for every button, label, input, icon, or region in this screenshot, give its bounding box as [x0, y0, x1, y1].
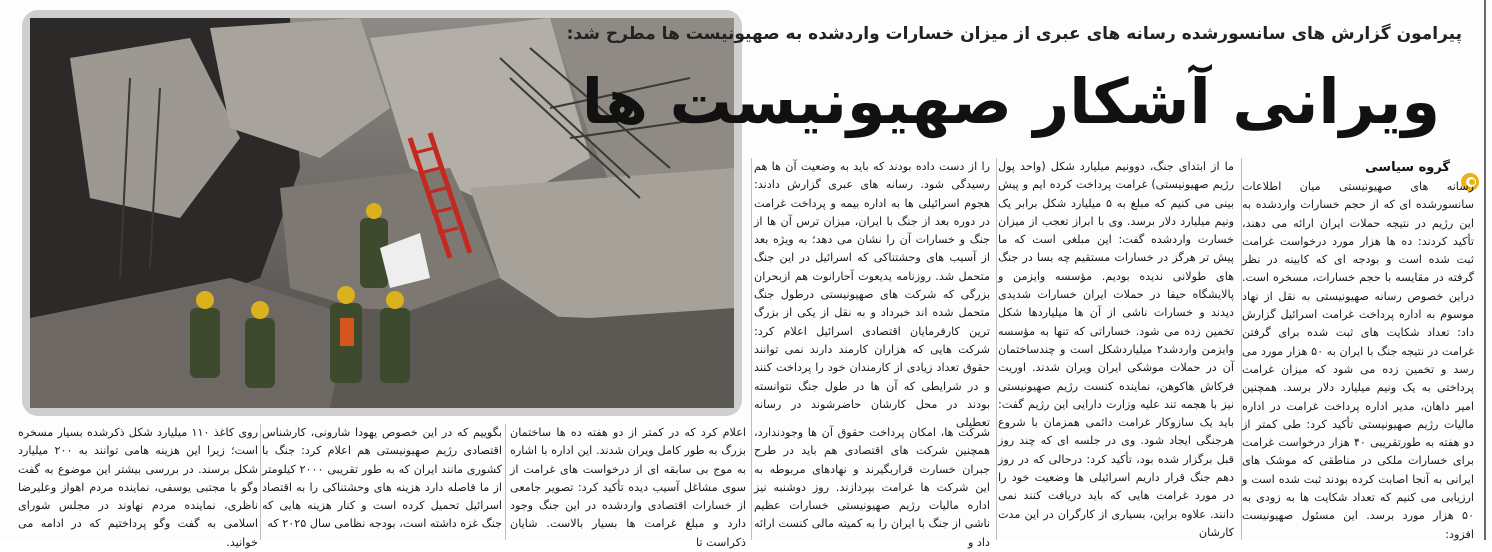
- article-column-6: [262, 424, 502, 540]
- column-rule: [260, 424, 261, 540]
- article-column-2: [998, 158, 1234, 540]
- article-column-4: [754, 424, 990, 549]
- article-kicker: پیرامون گزارش های سانسورشده رسانه های عبری از میزان خسارات واردشده به صهیونیست ها مطرح شد:: [566, 24, 1462, 44]
- column-1-text: رسانه های صهیونیستی میان اطلاعات سانسورشده ای که از حجم خسارات واردشده به این رژیم در نتیجه حملات ایران ارائه می دهند، تأکید کردند: ده ها هزار مورد درخواست غرامت ثبت شده است و بودجه ای که کابینه در نظر گرفته در مقایسه با حجم خسارات، مسخره است. دراین خصوص رسانه صهیونیستی به نقل از نهاد موسوم به اداره پرداخت غرامت اسرائیل گزارش داد: تعداد شکایت های ثبت شده برای گرفتن غرامت در نتیجه جنگ با ایران به ۵۰ هزار مورد می رسد و تخمین زده می شود که میزان غرامت پرداختی به یک ونیم میلیارد دلار برسد. همچنین امیر داهان، مدیر اداره پرداخت غرامت در اداره مالیات رژیم صهیونیستی تأکید کرد: طی کمتر از دو هفته به طورتقریبی ۴۰ هزار درخواست غرامت برای خسارات ملکی در مناطقی که موشک های ایرانی به آنجا اصابت کرده بودند ثبت شده است و ارزیابی می کنیم که تعداد شکایت ها به زودی به ۵۰ هزار مورد برسد. این مسئول صهیونیست افزود:: [1242, 180, 1474, 541]
- article-column-1: [1242, 178, 1474, 540]
- column-2-text: ما از ابتدای جنگ، دوونیم میلیارد شکل (واحد پول رژیم صهیونیستی) غرامت پرداخت کرده ایم و پیش بینی می کنیم که مبلغ به ۵ میلیارد شکل برابر یک ونیم میلیارد دلار برسد. وی با ابراز تعجب از میزان خسارت واردشده گفت: این مبلغی است که ما پیش تر هرگز در خسارات مستقیم چه بسا در جنگ های طولانی ندیده بودیم. مؤسسه وایزمن و پالایشگاه حیفا در حملات ایران خسارات شدیدی دیدند و خسارات ناشی از آن ها میلیاردها شکل تخمین زده می شود. خساراتی که تنها به مؤسسه وایزمن واردشد۲ میلیاردشکل است و چندساختمان آن در حملات موشکی ایران ویران شدند. اوریت فرکاش هاکوهن، نماینده کنست رژیم صهیونیستی نیز با هجمه تند علیه وزارت دارایی این رژیم گفت: باید یک سازوکار غرامت دائمی همزمان با شروع هرجنگی ایجاد شود. وی در جلسه ای که چند روز قبل برگزار شده بود، تأکید کرد: درحالی که در روز دهم جنگ قرار داریم اسرائیلی ها وضعیت خود را در مورد غرامت هایی که باید دریافت کنند نمی دانند. علاوه براین، بسیاری از کارگران در این مدت کارشان: [998, 160, 1234, 539]
- column-rule: [505, 424, 506, 540]
- column-rule: [751, 158, 752, 540]
- article-column-7: [18, 424, 258, 549]
- column-7-text: روی کاغذ ۱۱۰ میلیارد شکل ذکرشده بسیار مسخره است؛ زیرا این هزینه هامی توانند به ۲۰۰ میلیارد شکل برسند. در بررسی بیشتر این موضوع به گفت وگو با مجتبی یوسفی، نماینده مردم اهواز وعلیرضا ناظری، نماینده مردم نهاوند در مجلس شورای اسلامی به گفت وگو پرداختیم که در ادامه می خوانید.: [18, 426, 258, 549]
- column-6-text: بگوییم که در این خصوص یهودا شارونی، کارشناس اقتصادی رژیم صهیونیستی هم اعلام کرد: جنگ با کشوری مانند ایران که به طور تقریبی ۲۰۰۰ کیلومتر از ما فاصله دارد هزینه های وحشتناکی را به اقتصاد اسرائیل تحمیل کرده است و کنار هزینه هایی که جنگ غزه داشته است، بودجه نظامی سال ۲۰۲۵ که: [262, 426, 502, 531]
- column-rule: [996, 158, 997, 540]
- article-byline: گروه سیاسی: [1365, 160, 1450, 175]
- column-4-text: شرکت ها، امکان پرداخت حقوق آن ها وجودندارد، همچنین شرکت های اقتصادی هم باید در طرح جبران خسارت قراربگیرند و نهادهای مربوطه به این شرکت ها غرامت بپردازند. روز دوشنبه نیز اداره مالیات رژیم صهیونیستی خسارات عظیم ناشی از جنگ با ایران را به کمیته مالی کنست ارائه داد و: [754, 426, 990, 549]
- article-column-3: [754, 158, 990, 430]
- article-column-5: [510, 424, 746, 549]
- page-edge-rule: [1484, 0, 1486, 540]
- article-headline: ویرانی آشکار صهیونیست ها: [581, 65, 1440, 138]
- column-3-text: را از دست داده بودند که باید به وضعیت آن ها هم رسیدگی شود. رسانه های عبری گزارش دادند: هجوم اسرائیلی ها به اداره بیمه و پرداخت غرامت در دوره بعد از جنگ با ایران، میزان ترس آن ها از جنگ و خسارات آن را نشان می دهد؛ به ویژه بعد از آسیب های وحشتناکی که اسرائیل در این جنگ متحمل شد. روزنامه یدیعوت آحارانوت هم ازبحران بزرگی که شرکت های صهیونیستی درطول جنگ متحمل شده اند خبرداد و به نقل از یکی از بزرگ ترین کارفرمایان اقتصادی اسرائیل اعلام کرد: شرکت هایی که هزاران کارمند دارند نمی توانند حقوق تعداد زیادی از کارمندان خود را پرداخت کنند و در شرایطی که آن ها در طول جنگ نتوانسته بودند در محل کارشان حاضرشوند در رسانه تعطیلی: [754, 160, 990, 430]
- column-5-text: اعلام کرد که در کمتر از دو هفته ده ها ساختمان بزرگ به طور کامل ویران شدند. این اداره با اشاره به موج بی سابقه ای از درخواست های غرامت از سوی مشاغل آسیب دیده تأکید کرد: تصویر جامعی از خسارات اقتصادی واردشده در این جنگ وجود دارد و مبلغ غرامت ها بسیار بالاست. شایان ذکراست تا: [510, 426, 746, 549]
